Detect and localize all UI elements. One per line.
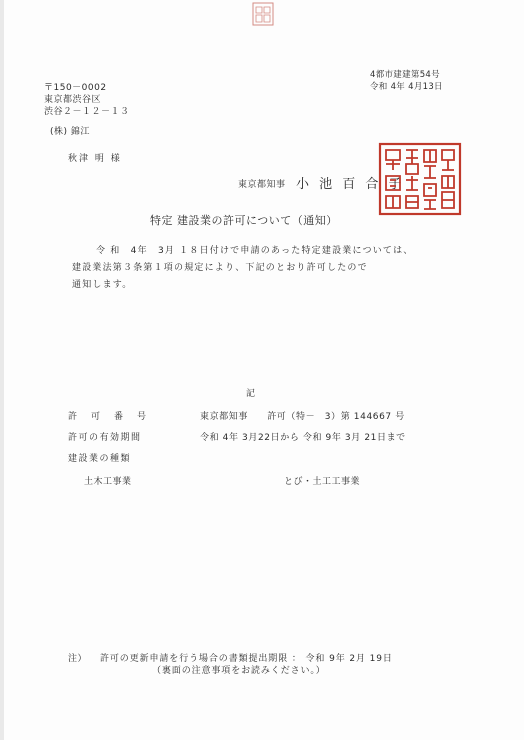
note-line-1: 許可の更新申請を行う場合の書類提出期限 ： 令和 9年 2月 19日 [100,654,393,664]
validity-label: 許可の有効期間 [68,433,142,443]
scan-edge [0,0,4,740]
company-name: (株) 錦江 [50,127,90,137]
postal-code: 〒150－0002 [44,83,107,93]
permit-number-value: 東京都知事 許可（特－ 3）第 144667 号 [200,412,405,422]
ki-heading: 記 [246,389,256,399]
note-label: 注） [68,654,88,664]
address-line-1: 東京都渋谷区 [44,95,102,105]
document-number: 4都市建建第54号 [370,70,440,80]
body-line-2: 建設業法第３条第１項の規定により、下記のとおり許可したので [72,263,368,273]
business-type-item: 土木工事業 [84,477,132,487]
address-line-2: 渋谷２－１２－１３ [44,107,130,117]
body-line-1: 令 和 4年 3月 １８日付けで申請のあった特定建設業については、 [96,246,414,256]
permit-number-label: 許 可 番 号 [68,412,149,422]
issuer-title: 東京都知事 [238,180,286,190]
document-title: 特定 建設業の許可について（通知） [150,214,338,227]
issuer-name: 小 池 百 合 子 [296,177,405,192]
note-line-2: （裏面の注意事項をお読みください。） [152,666,326,676]
business-type-item: とび・土工工事業 [284,477,361,487]
governor-seal [378,142,462,216]
recipient-name: 秋津 明 様 [68,154,122,164]
receipt-stamp [252,2,274,26]
business-type-label: 建設業の種類 [68,454,132,464]
body-line-3: 通知します。 [72,280,133,290]
validity-value: 令和 4年 3月22日から 令和 9年 3月 21日まで [200,433,406,443]
issue-date: 令和 4年 4月13日 [370,82,443,92]
